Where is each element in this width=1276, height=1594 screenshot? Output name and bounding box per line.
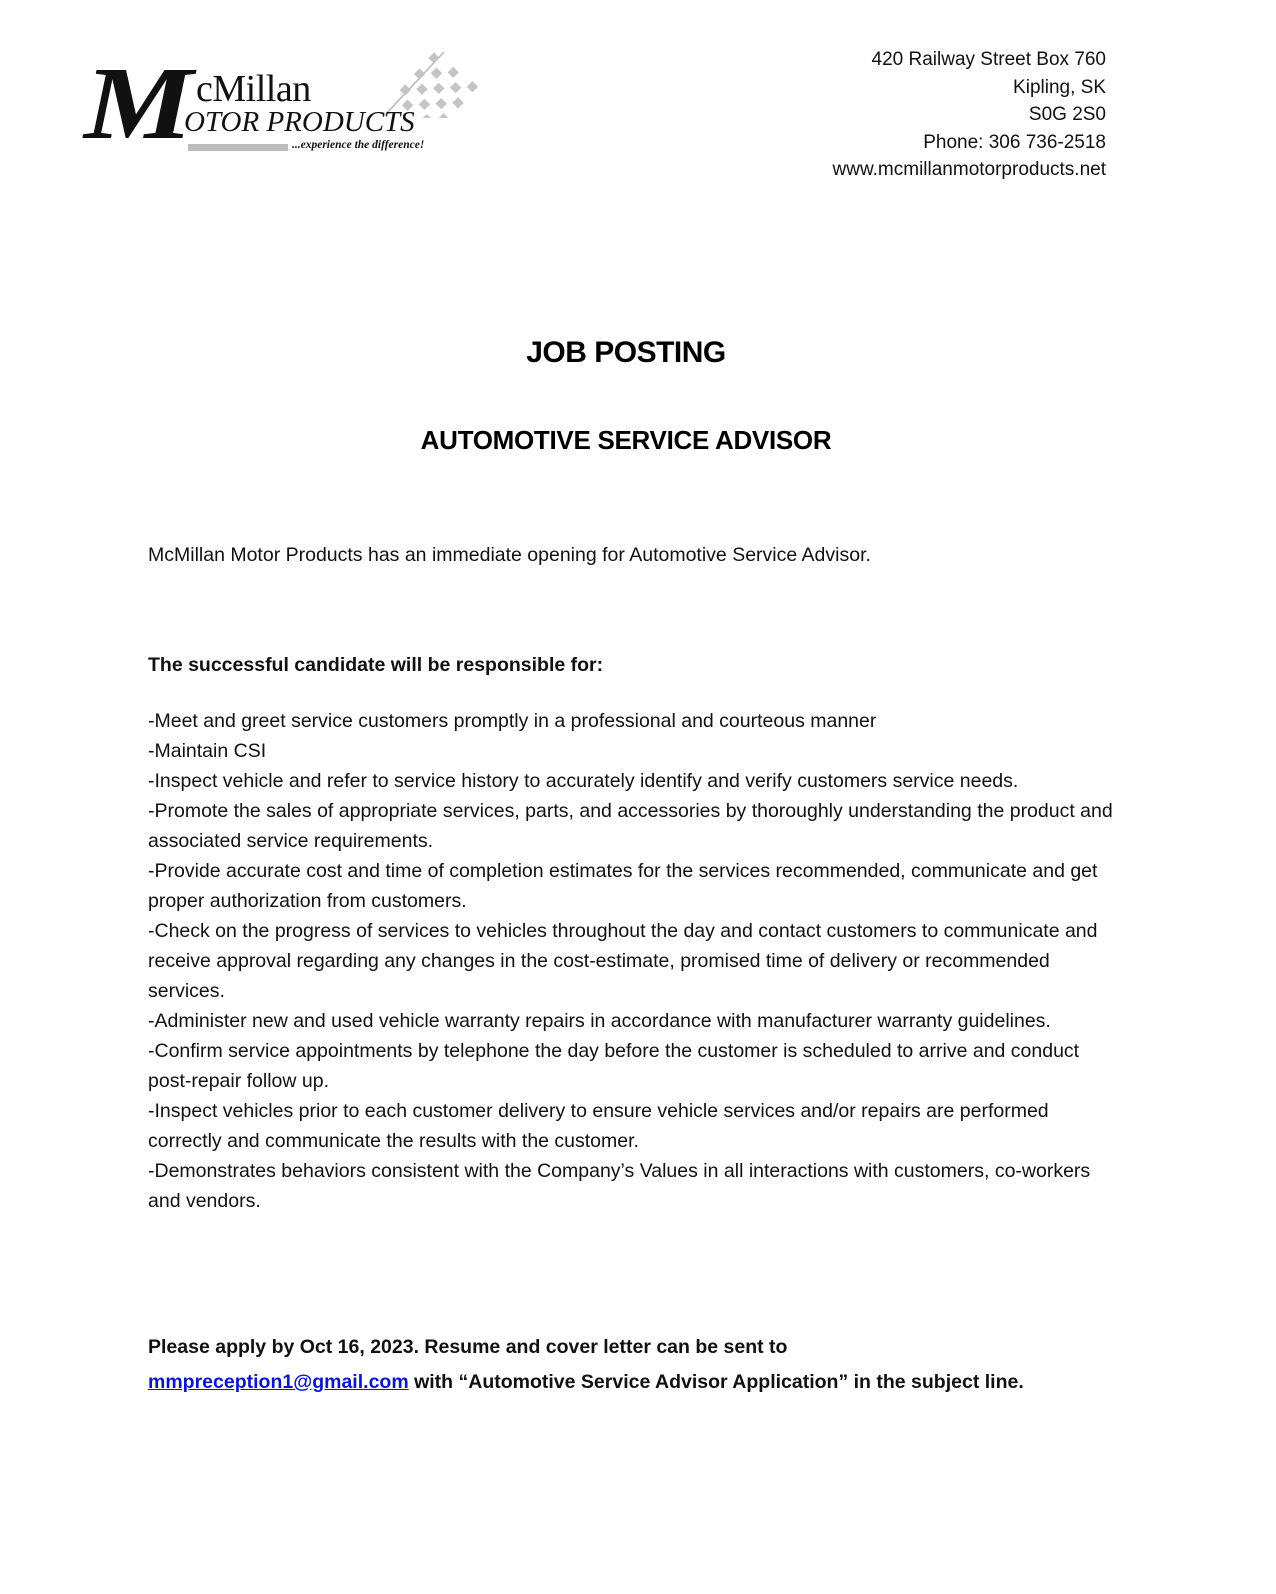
address-street: 420 Railway Street Box 760 — [871, 49, 1106, 70]
list-item: -Inspect vehicle and refer to service history to accurately identify and verify customers service needs. — [148, 770, 1019, 792]
flag-square — [421, 114, 432, 118]
address-city: Kipling, SK — [1013, 76, 1106, 98]
email-link[interactable]: mmpreception1@gmail.com — [148, 1371, 409, 1393]
logo-tagline: ...experience the difference! — [292, 139, 425, 151]
flag-square — [433, 83, 444, 94]
flag-square — [428, 52, 439, 63]
address-postal: S0G 2S0 — [1028, 104, 1106, 125]
intro-paragraph: McMillan Motor Products has an immediate opening for Automotive Service Advisor. — [148, 544, 871, 566]
flag-square — [416, 84, 427, 95]
responsibilities-list — [148, 706, 1118, 1216]
responsibilities-heading: The successful candidate will be responsible for: — [148, 654, 604, 676]
list-item: -Maintain CSI — [148, 740, 267, 762]
logo-name-line1: cMillan — [196, 68, 311, 110]
flag-square — [450, 82, 461, 93]
flag-square — [419, 99, 430, 110]
list-item: -Administer new and used vehicle warranty repairs in accordance with manufacturer warranty guidelines. — [148, 1010, 1051, 1032]
apply-deadline-text: Please apply by Oct 16, 2023. Resume and cover letter can be sent to — [148, 1336, 788, 1358]
list-item: -Meet and greet service customers promptly in a professional and courteous manner — [148, 710, 877, 732]
page-title: JOB POSTING — [526, 336, 726, 369]
flag-square — [414, 68, 425, 79]
position-title: AUTOMOTIVE SERVICE ADVISOR — [420, 425, 832, 455]
address-phone: Phone: 306 736-2518 — [923, 131, 1106, 153]
subject-line-text: with “Automotive Service Advisor Application” in the subject line. — [408, 1371, 1024, 1393]
list-item: -Inspect vehicles prior to each customer delivery to ensure vehicle services and/or repairs are performed correctly and communicate the results with the customer. — [148, 1100, 1049, 1152]
logo-initial: M — [84, 46, 189, 161]
flag-square — [452, 97, 463, 108]
logo-tagline-bar — [188, 144, 288, 151]
flag-square — [467, 81, 478, 92]
company-address — [833, 46, 1106, 184]
list-item: -Demonstrates behaviors consistent with the Company’s Values in all interactions with customers, co-workers and vendors. — [148, 1160, 1091, 1212]
flag-square — [436, 98, 447, 109]
list-item: -Check on the progress of services to vehicles throughout the day and contact customers to communicate and receive approval regarding any changes in the cost-estimate, promised time of delivery or recommended services. — [148, 920, 1098, 1002]
flag-square — [438, 113, 449, 118]
flag-square — [400, 84, 411, 95]
company-logo — [84, 46, 484, 161]
list-item: -Confirm service appointments by telephone the day before the customer is scheduled to arrive and conduct post-repair follow up. — [148, 1040, 1080, 1092]
logo-name-line2: OTOR PRODUCTS — [184, 106, 415, 138]
flag-square — [448, 67, 459, 78]
list-item: -Provide accurate cost and time of completion estimates for the services recommended, communicate and get proper authorization from customers. — [148, 860, 1098, 912]
application-instructions — [148, 1330, 1118, 1400]
flag-square — [431, 68, 442, 79]
address-website: www.mcmillanmotorproducts.net — [832, 159, 1106, 180]
list-item: -Promote the sales of appropriate services, parts, and accessories by thoroughly understanding the product and associated service requirements. — [148, 800, 1113, 852]
